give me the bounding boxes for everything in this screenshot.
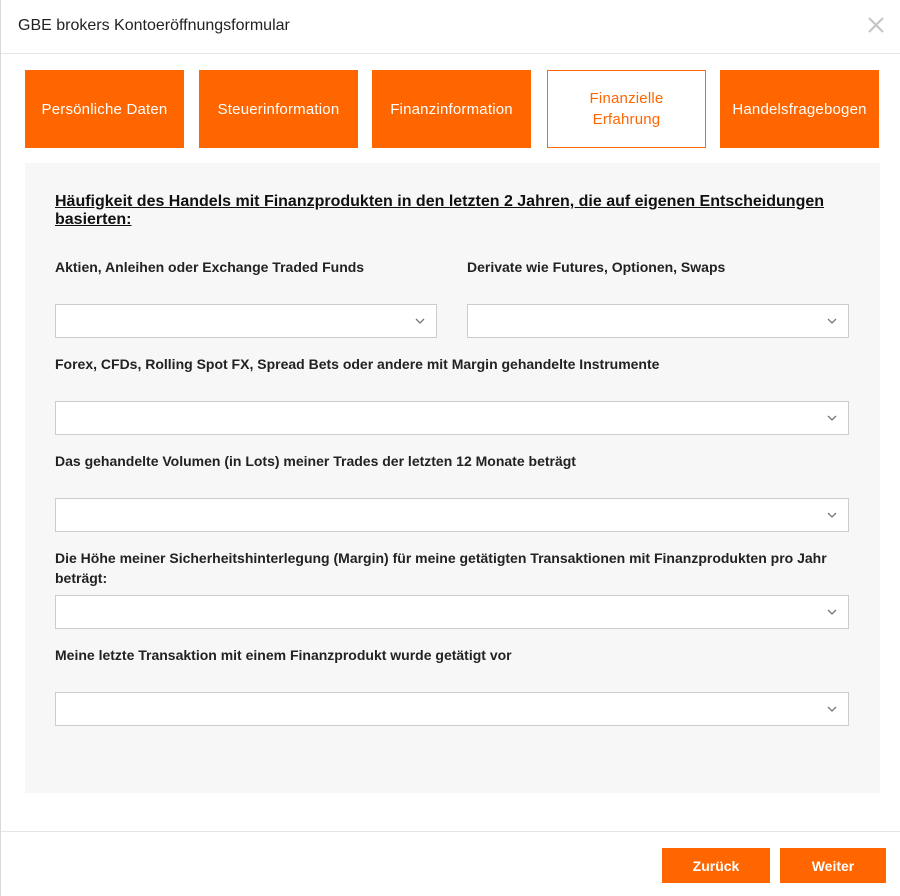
select-margin-amount[interactable] (55, 595, 849, 629)
question-label-volume: Das gehandelte Volumen (in Lots) meiner Trades der letzten 12 Monate beträgt (55, 453, 576, 469)
tab-label: Handelsfragebogen (732, 100, 867, 118)
select-last-transaction[interactable] (55, 692, 849, 726)
question-label-derivatives: Derivate wie Futures, Optionen, Swaps (467, 259, 726, 275)
section-title: Häufigkeit des Handels mit Finanzprodukten in den letzten 2 Jahren, die auf eigenen Entscheidungen basierten: (55, 193, 825, 228)
back-button[interactable]: Zurück (662, 848, 770, 883)
question-label-last-transaction: Meine letzte Transaktion mit einem Finanzprodukt wurde getätigt vor (55, 647, 512, 663)
modal-title: GBE brokers Kontoeröffnungsformular (18, 17, 290, 34)
tab-label: Finanzinformation (390, 100, 513, 118)
select-derivatives-frequency[interactable] (467, 304, 849, 338)
question-label-stocks: Aktien, Anleihen oder Exchange Traded Funds (55, 259, 365, 275)
tab-label: Steuerinformation (217, 100, 340, 118)
step-tabs (25, 70, 878, 148)
select-stocks-frequency[interactable] (55, 304, 437, 338)
chevron-down-icon (826, 315, 838, 327)
tab-persoenliche-daten[interactable] (25, 70, 184, 148)
chevron-down-icon (826, 606, 838, 618)
chevron-down-icon (826, 703, 838, 715)
select-traded-volume[interactable] (55, 498, 849, 532)
question-label-margin: Die Höhe meiner Sicherheitshinterlegung (Margin) für meine getätigten Transaktionen mit Finanzprodukten pro Jahr beträgt: (55, 550, 827, 586)
tab-label: Persönliche Daten (41, 100, 168, 118)
tab-steuerinformation[interactable] (199, 70, 358, 148)
close-icon[interactable] (865, 12, 887, 36)
next-button[interactable]: Weiter (780, 848, 886, 883)
chevron-down-icon (826, 509, 838, 521)
question-label-forex: Forex, CFDs, Rolling Spot FX, Spread Bets oder andere mit Margin gehandelte Instrumente (55, 356, 660, 372)
tab-finanzielle-erfahrung[interactable] (547, 70, 706, 148)
chevron-down-icon (414, 315, 426, 327)
modal-header (1, 0, 900, 54)
form-panel (25, 163, 880, 793)
modal-footer (1, 831, 900, 896)
tab-label: Finanzielle Erfahrung (589, 90, 664, 128)
tab-finanzinformation[interactable] (372, 70, 531, 148)
tab-handelsfragebogen[interactable] (720, 70, 879, 148)
chevron-down-icon (826, 412, 838, 424)
select-forex-frequency[interactable] (55, 401, 849, 435)
